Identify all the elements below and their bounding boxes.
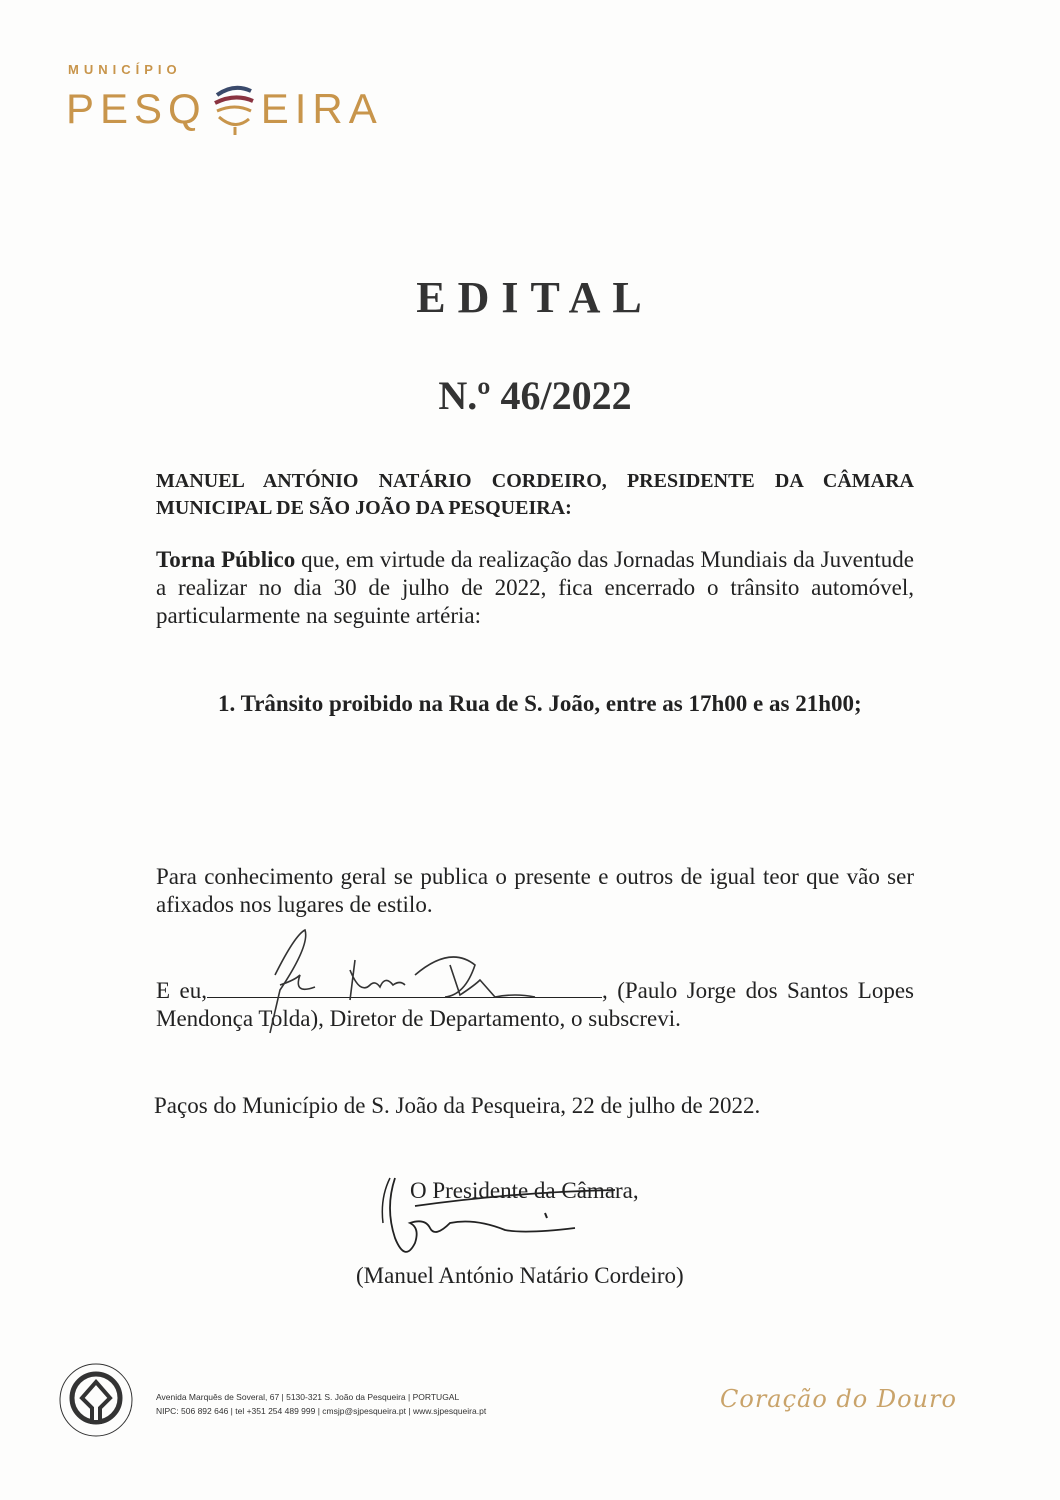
footer-address: Avenida Marquês de Soveral, 67 | 5130-321 S. João da Pesqueira | PORTUGAL — [156, 1392, 460, 1402]
world-heritage-emblem-icon — [58, 1362, 134, 1438]
publication-paragraph: Para conhecimento geral se publica o presente e outros de igual teor que vão ser afixados nos lugares de estilo. — [156, 864, 914, 917]
logo-subtitle: MUNICÍPIO — [68, 62, 182, 77]
logo-text-left: PESQ — [66, 85, 207, 132]
intro-bold: Torna Público — [156, 547, 296, 572]
place-date: Paços do Município de S. João da Pesqueira, 22 de julho de 2022. — [154, 1093, 761, 1118]
document-title: EDITAL — [416, 273, 654, 322]
document-number: N.º 46/2022 — [438, 373, 632, 418]
president-name: (Manuel António Natário Cordeiro) — [356, 1263, 684, 1288]
logo-wordmark — [66, 81, 383, 137]
subscribe-suffix: , (Paulo Jorge dos Santos Lopes Mendonça Tolda), Diretor de Departamento, o subscrevi. — [156, 978, 915, 1031]
list-item: 1. Trânsito proibido na Rua de S. João, entre as 17h00 e as 21h00; — [218, 691, 862, 716]
signature-line — [207, 979, 602, 998]
subscription-paragraph — [156, 977, 914, 1033]
municipality-logo — [66, 62, 383, 137]
intro-paragraph — [156, 546, 914, 630]
president-title: O Presidente da Câmara, — [410, 1178, 639, 1203]
issuer-heading: MANUEL ANTÓNIO NATÁRIO CORDEIRO, PRESIDENTE DA CÂMARA MUNICIPAL DE SÃO JOÃO DA PESQUEIRA: — [156, 470, 914, 519]
footer-contact — [156, 1390, 486, 1418]
intro-text: que, em virtude da realização das Jornadas Mundiais da Juventude a realizar no dia 30 de julho de 2022, fica encerrado o trânsito automóvel, particularmente na seguinte artéria: — [156, 547, 914, 628]
footer-contacts: NIPC: 506 892 646 | tel +351 254 489 999 | cmsjp@sjpesqueira.pt | www.sjpesqueira.pt — [156, 1406, 487, 1416]
wine-glass-icon — [209, 81, 259, 137]
subscribe-prefix: E eu, — [156, 978, 207, 1003]
footer-motto: Coração do Douro — [720, 1385, 957, 1413]
logo-text-right: EIRA — [260, 85, 383, 132]
